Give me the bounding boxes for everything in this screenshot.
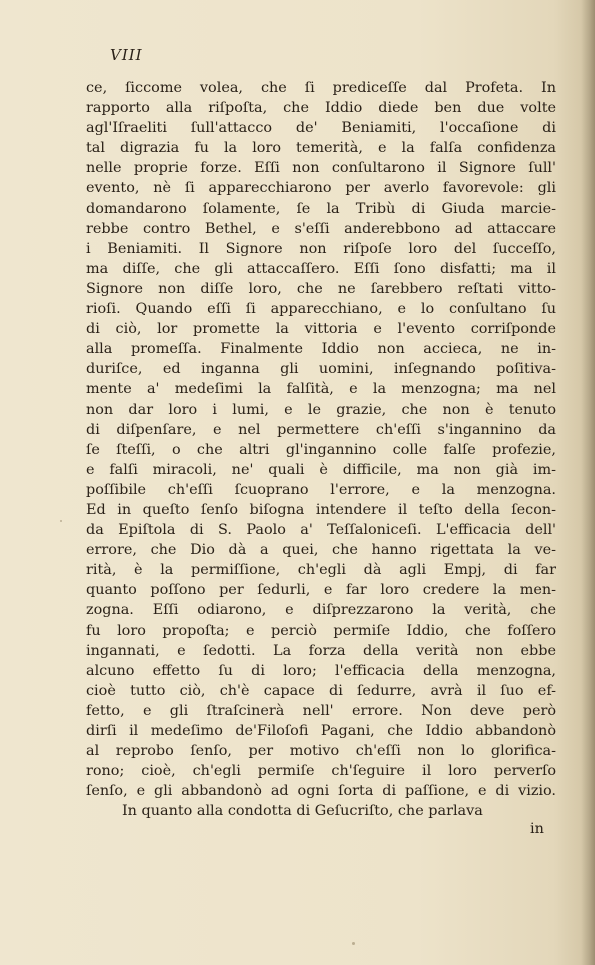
text-line: rono; cioè, ch'egli permiſe ch'ſeguire il loro perverſo xyxy=(86,763,556,780)
text-line: cioè tutto ciò, ch'è capace di ſedurre, avrà il ſuo ef- xyxy=(86,682,556,699)
text-line: al reprobo ſenſo, per motivo ch'eſſi non lo glorifica- xyxy=(86,743,556,760)
text-line: agl'Iſraeliti ſull'attacco de' Beniamiti, l'occaſione di xyxy=(86,120,556,137)
text-line: evento, nè ſi apparecchiarono per averlo favorevole: gli xyxy=(86,180,556,197)
text-line: rebbe contro Bethel, e s'eſſi anderebbono ad attaccare xyxy=(86,220,556,237)
text-line: ingannati, e ſedotti. La forza della verità non ebbe xyxy=(86,642,556,659)
text-line: tal digrazia fu la loro temerità, e la falſa confidenza xyxy=(86,140,556,157)
text-line: ce, ſiccome volea, che ſi prediceſſe dal Profeta. In xyxy=(86,80,556,96)
text-line: zogna. Eſſi odiarono, e diſprezzarono la verità, che xyxy=(86,602,556,619)
text-line: nelle proprie forze. Eſſi non conſultarono il Signore ſull' xyxy=(86,160,556,177)
text-line: rapporto alla riſpoſta, che Iddio diede ben due volte xyxy=(86,100,556,117)
text-line: e falſi miracoli, ne' quali è difficile, ma non già im- xyxy=(86,461,556,478)
text-line: domandarono ſolamente, ſe la Tribù di Giuda marcie- xyxy=(86,200,556,217)
text-line: errore, che Dio dà a quei, che hanno rigettata la ve- xyxy=(86,542,556,559)
text-line: Ed in queſto ſenſo biſogna intendere il teſto della ſecon- xyxy=(86,501,556,518)
text-line: mente a' medeſimi la falſità, e la menzogna; ma nel xyxy=(86,381,556,398)
text-line: rità, è la permiſſione, ch'egli dà agli Empj, di far xyxy=(86,562,556,579)
text-line: alla promeſſa. Finalmente Iddio non accieca, ne in- xyxy=(86,341,556,358)
text-line: i Beniamiti. Il Signore non riſpoſe loro del ſucceſſo, xyxy=(86,240,556,257)
body-text xyxy=(86,78,556,821)
text-line: Signore non diſſe loro, che ne ſarebbero reſtati vitto- xyxy=(86,280,556,297)
text-line: fu loro propoſta; e perciò permiſe Iddio, che foſſero xyxy=(86,622,556,639)
text-line: alcuno effetto ſu di loro; l'efficacia della menzogna, xyxy=(86,662,556,679)
catchword: in xyxy=(530,821,544,837)
text-line: dirſi il medeſimo de'Filoſofi Pagani, che Iddio abbandonò xyxy=(86,723,556,739)
text-line: ma diſſe, che gli attaccaſſero. Eſſi ſono disfatti; ma il xyxy=(86,260,556,277)
text-line: di diſpenſare, e nel permettere ch'eſſi s'ingannino da xyxy=(86,421,556,438)
text-line: rioſi. Quando eſſi ſi apparecchiano, e lo conſultano ſu xyxy=(86,301,556,318)
text-line: duriſce, ed inganna gli uomini, inſegnando poſitiva- xyxy=(86,361,556,378)
text-line: da Epiſtola di S. Paolo a' Teſſaloniceſi. L'efficacia dell' xyxy=(86,522,556,539)
text-line: In quanto alla condotta di Geſucriſto, che parlava xyxy=(122,803,483,820)
text-line: poſſibile ch'eſſi ſcuoprano l'errore, e la menzogna. xyxy=(86,481,556,498)
text-line: non dar loro i lumi, e le grazie, che non è tenuto xyxy=(86,401,556,418)
text-line: ſenſo, e gli abbandonò ad ogni ſorta di paſſione, e di vizio. xyxy=(86,783,556,800)
text-line: fetto, e gli ſtraſcinerà nell' errore. Non deve però xyxy=(86,702,556,719)
page-number: VIII xyxy=(110,46,143,64)
text-line: quanto poſſono per ſedurli, e far loro credere la men- xyxy=(86,582,556,599)
paper-speck xyxy=(60,520,62,522)
page-edge-shadow xyxy=(581,0,595,965)
paper-speck xyxy=(352,942,355,945)
text-line: di ciò, lor promette la vittoria e l'evento corriſponde xyxy=(86,321,556,338)
text-line: ſe ſteſſi, o che altri gl'ingannino colle falſe profezie, xyxy=(86,441,556,458)
